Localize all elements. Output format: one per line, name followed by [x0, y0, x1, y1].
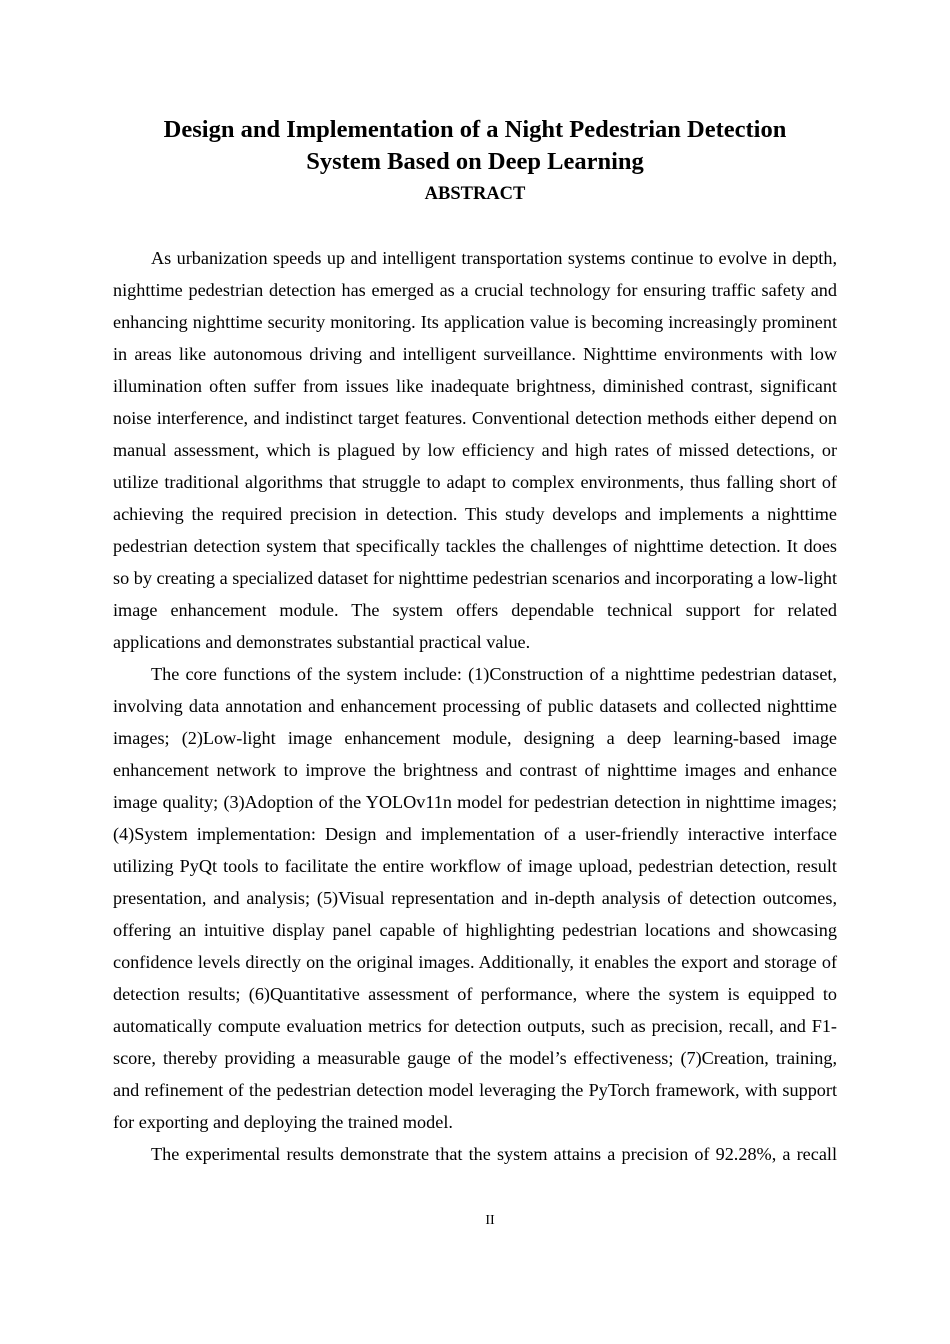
abstract-paragraph-1: As urbanization speeds up and intelligent transportation systems continue to evolve in depth, nighttime pedestrian detection has emerged as a crucial technology for ensuring traffic safety and enhancing nighttime security monitoring. Its application value is becoming increasingly prominent in areas like autonomous driving and intelligent surveillance. Nighttime environments with low illumination often suffer from issues like inadequate brightness, diminished contrast, significant noise interference, and indistinct target features. Conventional detection methods either depend on manual assessment, which is plagued by low efficiency and high rates of missed detections, or utilize traditional algorithms that struggle to adapt to complex environments, thus falling short of achieving the required precision in detection. This study develops and implements a nighttime pedestrian detection system that specifically tackles the challenges of nighttime detection. It does so by creating a specialized dataset for nighttime pedestrian scenarios and incorporating a low-light image enhancement module. The system offers dependable technical support for related applications and demonstrates substantial practical value.: [113, 248, 837, 652]
title-line-1: Design and Implementation of a Night Pedestrian Detection: [163, 116, 787, 143]
abstract-heading: ABSTRACT: [424, 184, 526, 204]
title-line-2: System Based on Deep Learning: [306, 148, 644, 175]
abstract-paragraph-3: The experimental results demonstrate that the system attains a precision of 92.28%, a recall: [151, 1144, 837, 1164]
abstract-paragraph-2: The core functions of the system include: (1)Construction of a nighttime pedestrian dataset, involving data annotation and enhancement processing of public datasets and collected nighttime images; (2)Low-light image enhancement module, designing a deep learning-based image enhancement network to improve the brightness and contrast of nighttime images and enhance image quality; (3)Adoption of the YOLOv11n model for pedestrian detection in nighttime images; (4)System implementation: Design and implementation of a user-friendly interactive interface utilizing PyQt tools to facilitate the entire workflow of image upload, pedestrian detection, result presentation, and analysis; (5)Visual representation and in-depth analysis of detection outcomes, offering an intuitive display panel capable of highlighting pedestrian locations and showcasing confidence levels directly on the original images. Additionally, it enables the export and storage of detection results; (6)Quantitative assessment of performance, where the system is equipped to automatically compute evaluation metrics for detection outputs, such as precision, recall, and F1-score, thereby providing a measurable gauge of the model’s effectiveness; (7)Creation, training, and refinement of the pedestrian detection model leveraging the PyTorch framework, with support for exporting and deploying the trained model.: [113, 664, 837, 1132]
page-number: II: [485, 1213, 495, 1228]
abstract-body: [113, 242, 837, 1170]
paper-title: [113, 114, 837, 178]
